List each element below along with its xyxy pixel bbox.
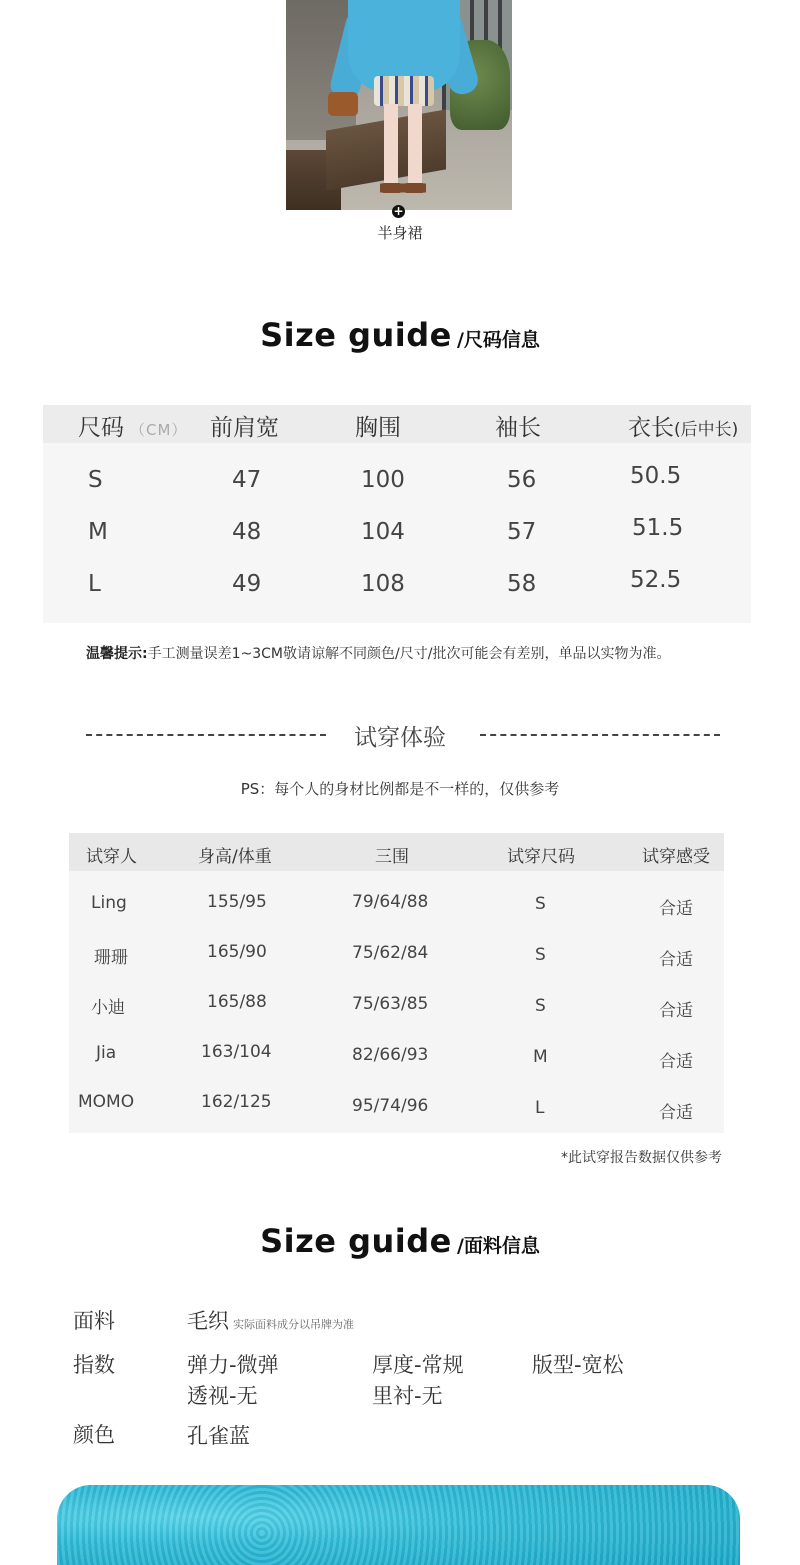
tryon-cell: 合适 [659, 899, 693, 919]
size-cell: 48 [232, 519, 262, 545]
tryon-cell: 163/104 [201, 1042, 272, 1062]
tryon-ps: PS：每个人的身材比例都是不一样的，仅供参考 [240, 780, 560, 798]
fabric-guide-heading: Size guide [260, 1222, 452, 1260]
tryon-cell: S [535, 996, 546, 1016]
fabric-swatch-image [57, 1485, 740, 1565]
product-photo [286, 0, 512, 210]
index-label: 指数 [73, 1353, 115, 1377]
size-cell: S [88, 467, 103, 493]
photo-caption: 半身裙 [377, 224, 423, 242]
tryon-cell: 165/88 [207, 992, 267, 1012]
tryon-cell: 合适 [659, 1052, 693, 1072]
color-value: 孔雀蓝 [187, 1424, 250, 1448]
color-label: 颜色 [73, 1423, 115, 1447]
tryon-header-measurements: 三围 [375, 847, 409, 867]
tryon-table [69, 833, 724, 1133]
measurement-tip [86, 643, 670, 663]
index-thickness: 厚度-常规 [372, 1353, 464, 1377]
tryon-cell: Jia [96, 1043, 117, 1063]
tryon-cell: 合适 [659, 1001, 693, 1021]
size-cell: 51.5 [632, 515, 684, 541]
tryon-cell: 75/62/84 [352, 943, 429, 963]
fabric-label: 面料 [73, 1309, 115, 1333]
tryon-cell: S [535, 894, 546, 914]
size-cell: 50.5 [630, 463, 682, 489]
tip-text: 手工测量误差1~3CM敬请谅解不同颜色/尺寸/批次可能会有差别，单品以实物为准。 [147, 646, 671, 662]
tryon-cell: Ling [91, 893, 127, 913]
fabric-guide-subtitle: /面料信息 [456, 1235, 540, 1257]
size-cell: 104 [361, 519, 405, 545]
size-cell: 58 [507, 571, 537, 597]
size-cell: 57 [507, 519, 537, 545]
fabric-guide-title [0, 1222, 800, 1260]
tryon-cell: 165/90 [207, 942, 267, 962]
tryon-cell: M [533, 1047, 548, 1067]
size-cell: 100 [361, 467, 405, 493]
fabric-value: 毛织 实际面料成分以吊牌为准 [187, 1309, 354, 1333]
size-header-shoulder: 前肩宽 [210, 415, 279, 441]
size-table [43, 405, 751, 623]
size-guide-heading: Size guide [260, 316, 452, 354]
tryon-header-size: 试穿尺码 [507, 847, 575, 867]
tryon-header-height-weight: 身高/体重 [198, 847, 272, 867]
size-header-size: 尺码 （CM） [78, 415, 188, 441]
tryon-cell: 79/64/88 [352, 892, 429, 912]
tryon-cell: 155/95 [207, 892, 267, 912]
size-cell: 52.5 [630, 567, 682, 593]
tryon-cell: 珊珊 [94, 948, 128, 968]
index-lining: 里衬-无 [372, 1384, 443, 1408]
tryon-cell: S [535, 945, 546, 965]
dash-line-right [480, 734, 720, 736]
tryon-cell: 合适 [659, 950, 693, 970]
size-header-length: 衣长(后中长) [628, 415, 739, 441]
size-guide-title [0, 316, 800, 354]
size-header-chest: 胸围 [355, 415, 401, 441]
tryon-title: 试穿体验 [354, 725, 446, 751]
size-cell: 108 [361, 571, 405, 597]
tryon-cell: 小迪 [91, 998, 125, 1018]
tryon-cell: 82/66/93 [352, 1045, 429, 1065]
plus-icon[interactable]: + [393, 204, 404, 218]
tryon-header-feel: 试穿感受 [642, 847, 710, 867]
size-cell: M [88, 519, 108, 545]
index-transparency: 透视-无 [187, 1384, 258, 1408]
size-header-sleeve: 袖长 [495, 415, 541, 441]
size-cell: 49 [232, 571, 262, 597]
index-elasticity: 弹力-微弹 [187, 1353, 279, 1377]
fabric-note: 实际面料成分以吊牌为准 [233, 1318, 354, 1331]
tryon-divider [0, 719, 800, 749]
tryon-cell: 162/125 [201, 1092, 272, 1112]
size-guide-subtitle: /尺码信息 [456, 329, 540, 351]
tryon-cell: L [535, 1098, 545, 1118]
size-cell: L [88, 571, 101, 597]
size-cell: 47 [232, 467, 262, 493]
tryon-note: *此试穿报告数据仅供参考 [561, 1150, 722, 1166]
tryon-cell: 95/74/96 [352, 1096, 429, 1116]
tryon-cell: MOMO [78, 1092, 135, 1112]
tip-label: 温馨提示: [86, 646, 148, 662]
tryon-cell: 75/63/85 [352, 994, 429, 1014]
index-fit: 版型-宽松 [532, 1353, 624, 1377]
tryon-cell: 合适 [659, 1103, 693, 1123]
tryon-header-person: 试穿人 [86, 847, 137, 867]
size-cell: 56 [507, 467, 537, 493]
